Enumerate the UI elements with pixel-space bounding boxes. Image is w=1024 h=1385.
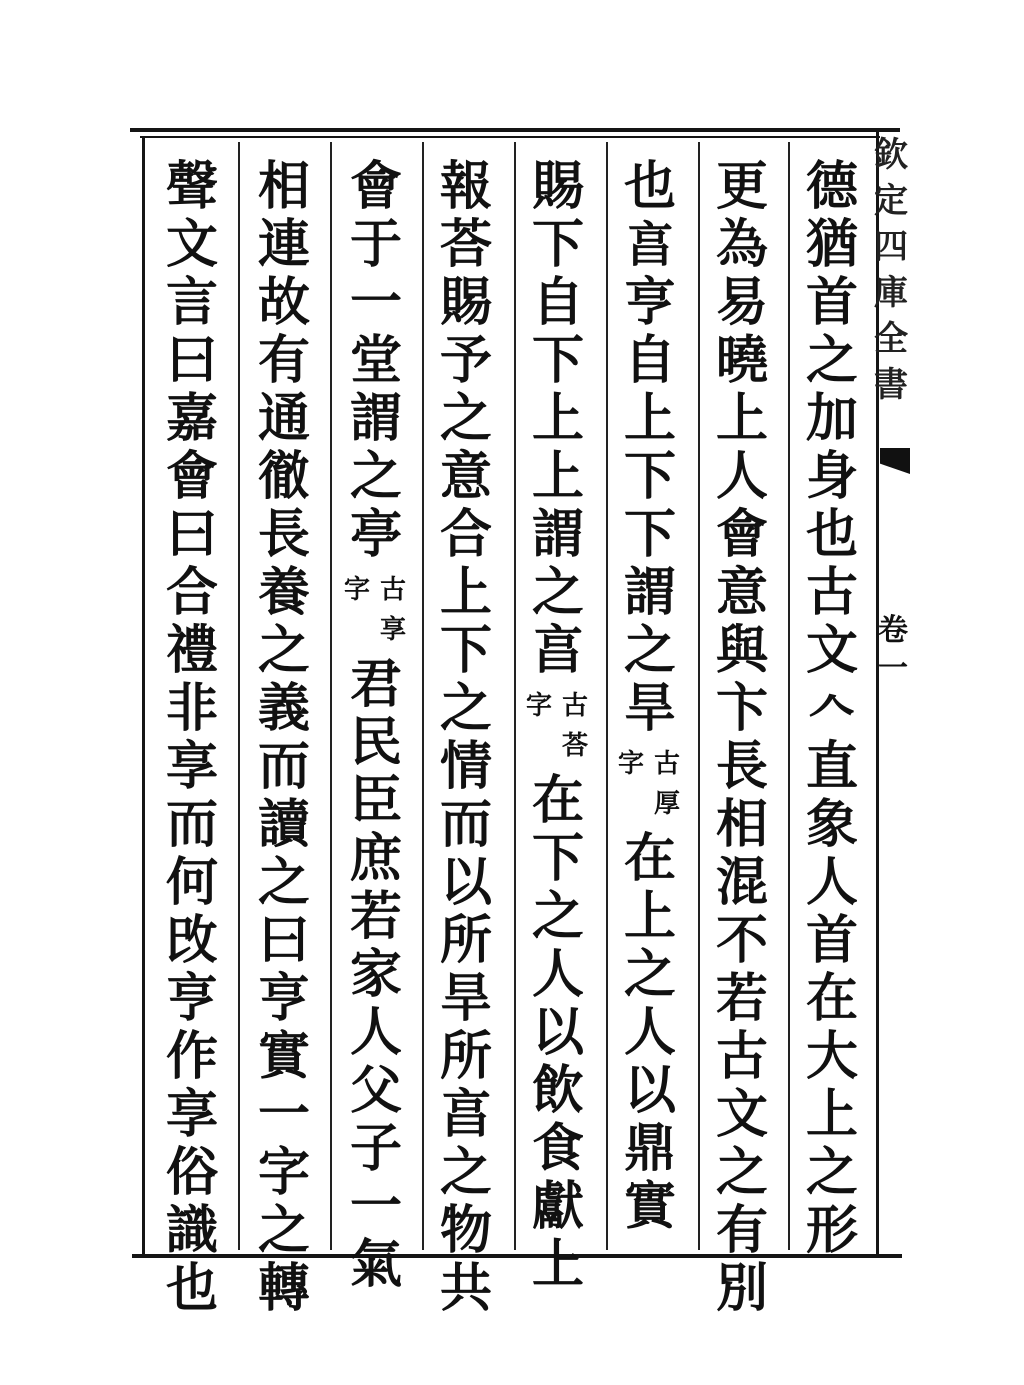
note-char: 享	[379, 615, 406, 645]
text-char: 之	[257, 1200, 310, 1261]
text-char: 以	[439, 852, 492, 913]
interlinear-note	[342, 570, 408, 650]
text-char: 形	[805, 1200, 858, 1261]
margin-title-char: 定	[874, 181, 908, 221]
text-char: 飲	[531, 1060, 584, 1121]
seal-script-glyph: 𠆢	[807, 681, 856, 737]
text-char: 會	[715, 504, 768, 565]
column-divider	[238, 142, 240, 1250]
text-char: 食	[531, 1118, 584, 1179]
text-char: 人	[805, 852, 858, 913]
column-divider	[330, 142, 332, 1250]
text-char: 直	[805, 736, 858, 797]
note-char: 古	[653, 749, 680, 779]
text-char: 作	[165, 1026, 218, 1087]
text-char: 猶	[805, 214, 858, 275]
text-char: 人	[715, 446, 768, 507]
text-char: 之	[257, 620, 310, 681]
text-char: 鼎	[623, 1118, 676, 1179]
text-char: 亨	[623, 272, 676, 333]
text-column-5	[428, 156, 504, 1319]
text-char: 子	[349, 1118, 402, 1179]
text-column-7	[246, 156, 322, 1319]
text-char: 上	[715, 388, 768, 449]
text-char: 之	[623, 944, 676, 1005]
text-char: 旱	[623, 678, 676, 739]
text-char: 首	[805, 910, 858, 971]
text-char: 易	[715, 272, 768, 333]
text-char: 也	[165, 1258, 218, 1319]
text-char: 相	[715, 794, 768, 855]
text-char: 下	[439, 620, 492, 681]
text-char: 言	[165, 272, 218, 333]
text-char: 堂	[349, 330, 402, 391]
text-char: 自	[531, 272, 584, 333]
text-char: 俗	[165, 1142, 218, 1203]
text-char: 而	[257, 736, 310, 797]
text-char: 聲	[165, 156, 218, 217]
text-char: 荅	[439, 214, 492, 275]
margin-title-char: 四	[874, 227, 908, 267]
text-char: 家	[349, 944, 402, 1005]
text-char: 之	[531, 886, 584, 947]
text-char: 別	[715, 1258, 768, 1319]
margin-title-char: 書	[874, 365, 908, 405]
text-char: 所	[439, 1026, 492, 1087]
text-char: 予	[439, 330, 492, 391]
text-char: 之	[805, 330, 858, 391]
text-char: 在	[623, 828, 676, 889]
column-divider	[788, 142, 790, 1250]
text-char: 曉	[715, 330, 768, 391]
text-char: 會	[165, 446, 218, 507]
text-char: 為	[715, 214, 768, 275]
text-char: 意	[715, 562, 768, 623]
text-char: 一	[349, 272, 402, 333]
margin-volume-char: 一	[878, 651, 908, 686]
note-char: 荅	[561, 731, 588, 761]
text-char: 讀	[257, 794, 310, 855]
text-char: 也	[623, 156, 676, 217]
text-char: 卞	[715, 678, 768, 739]
note-char: 古	[561, 691, 588, 721]
text-char: 文	[715, 1084, 768, 1145]
note-line	[616, 744, 646, 824]
text-char: 氣	[349, 1234, 402, 1295]
text-char: 君	[349, 654, 402, 715]
text-column-3	[612, 158, 688, 1258]
text-column-2	[704, 156, 780, 1319]
top-border-rule	[130, 128, 900, 132]
text-char: 旱	[439, 968, 492, 1029]
margin-book-title	[876, 132, 906, 408]
text-char: 實	[257, 1026, 310, 1087]
text-char: 賜	[531, 156, 584, 217]
margin-title-char: 欽	[874, 135, 908, 175]
text-char: 亯	[531, 620, 584, 681]
text-char: 亭	[349, 504, 402, 565]
text-char: 曰	[257, 910, 310, 971]
text-char: 情	[439, 736, 492, 797]
text-char: 民	[349, 712, 402, 773]
text-char: 下	[531, 828, 584, 889]
text-char: 文	[805, 620, 858, 681]
text-char: 意	[439, 446, 492, 507]
note-line	[524, 686, 554, 766]
text-char: 曰	[165, 504, 218, 565]
text-char: 人	[531, 944, 584, 1005]
text-char: 一	[257, 1084, 310, 1145]
note-char: 字	[525, 691, 552, 721]
text-char: 上	[531, 388, 584, 449]
text-char: 謂	[531, 504, 584, 565]
text-char: 所	[439, 910, 492, 971]
text-char: 以	[623, 1060, 676, 1121]
note-line	[378, 570, 408, 650]
text-char: 物	[439, 1200, 492, 1261]
text-char: 之	[349, 446, 402, 507]
text-char: 臣	[349, 770, 402, 831]
text-char: 之	[439, 1142, 492, 1203]
text-char: 與	[715, 620, 768, 681]
text-char: 上	[531, 1234, 584, 1295]
note-char: 厚	[653, 789, 680, 819]
note-char: 古	[379, 575, 406, 605]
column-divider	[422, 142, 424, 1250]
text-char: 相	[257, 156, 310, 217]
text-char: 上	[805, 1084, 858, 1145]
text-char: 故	[257, 272, 310, 333]
text-char: 字	[257, 1142, 310, 1203]
text-char: 也	[805, 504, 858, 565]
text-char: 識	[165, 1200, 218, 1261]
text-char: 轉	[257, 1258, 310, 1319]
text-char: 文	[165, 214, 218, 275]
text-char: 自	[623, 330, 676, 391]
text-char: 下	[531, 330, 584, 391]
column-divider	[514, 142, 516, 1250]
text-char: 上	[623, 388, 676, 449]
column-divider	[698, 142, 700, 1250]
margin-title-char: 全	[874, 319, 908, 359]
text-char: 義	[257, 678, 310, 739]
text-char: 嘉	[165, 388, 218, 449]
interlinear-note	[616, 744, 682, 824]
note-line	[342, 570, 372, 650]
text-char: 之	[715, 1142, 768, 1203]
text-char: 有	[257, 330, 310, 391]
text-char: 非	[165, 678, 218, 739]
text-char: 長	[257, 504, 310, 565]
text-char: 合	[439, 504, 492, 565]
text-char: 若	[715, 968, 768, 1029]
text-char: 而	[439, 794, 492, 855]
text-char: 人	[623, 1002, 676, 1063]
text-char: 有	[715, 1200, 768, 1261]
text-char: 若	[349, 886, 402, 947]
left-border-rule	[142, 136, 145, 1256]
text-char: 之	[805, 1142, 858, 1203]
text-char: 以	[531, 1002, 584, 1063]
top-inner-rule	[140, 136, 880, 138]
text-char: 人	[349, 1002, 402, 1063]
text-char: 父	[349, 1060, 402, 1121]
text-char: 享	[165, 1084, 218, 1145]
margin-volume-char: 卷	[878, 613, 908, 648]
text-char: 更	[715, 156, 768, 217]
margin-title-char: 庫	[874, 273, 908, 313]
text-char: 于	[349, 214, 402, 275]
text-char: 混	[715, 852, 768, 913]
text-char: 之	[531, 562, 584, 623]
text-char: 庶	[349, 828, 402, 889]
text-char: 攺	[165, 910, 218, 971]
text-char: 亨	[165, 968, 218, 1029]
note-char: 字	[617, 749, 644, 779]
text-char: 長	[715, 736, 768, 797]
text-char: 古	[715, 1026, 768, 1087]
text-char: 謂	[349, 388, 402, 449]
text-char: 曰	[165, 330, 218, 391]
text-char: 下	[623, 504, 676, 565]
text-column-1	[794, 156, 870, 1261]
margin-volume-label	[878, 612, 908, 688]
text-char: 合	[165, 562, 218, 623]
note-char: 字	[343, 575, 370, 605]
note-line	[560, 686, 590, 766]
text-char: 首	[805, 272, 858, 333]
text-char: 徹	[257, 446, 310, 507]
text-char: 會	[349, 156, 402, 217]
text-char: 亨	[257, 968, 310, 1029]
text-char: 大	[805, 1026, 858, 1087]
text-char: 下	[623, 446, 676, 507]
text-char: 連	[257, 214, 310, 275]
text-column-4	[520, 156, 596, 1295]
text-char: 禮	[165, 620, 218, 681]
text-char: 謂	[623, 562, 676, 623]
text-char: 實	[623, 1176, 676, 1237]
text-char: 報	[439, 156, 492, 217]
text-column-6	[338, 156, 414, 1295]
text-char: 之	[623, 620, 676, 681]
text-column-8	[154, 156, 230, 1319]
interlinear-note	[524, 686, 590, 766]
text-char: 上	[623, 886, 676, 947]
text-char: 享	[165, 736, 218, 797]
seal-script-glyph: 亯	[625, 217, 674, 273]
text-char: 亯	[439, 1084, 492, 1145]
text-char: 古	[805, 562, 858, 623]
text-char: 一	[349, 1176, 402, 1237]
text-char: 共	[439, 1258, 492, 1319]
text-char: 加	[805, 388, 858, 449]
text-char: 在	[531, 770, 584, 831]
fish-tail-mark	[880, 448, 910, 474]
text-char: 下	[531, 214, 584, 275]
text-char: 象	[805, 794, 858, 855]
text-char: 身	[805, 446, 858, 507]
text-char: 德	[805, 156, 858, 217]
text-char: 在	[805, 968, 858, 1029]
text-char: 何	[165, 852, 218, 913]
text-char: 不	[715, 910, 768, 971]
text-char: 之	[439, 388, 492, 449]
text-char: 之	[257, 852, 310, 913]
text-char: 而	[165, 794, 218, 855]
text-char: 通	[257, 388, 310, 449]
text-char: 賜	[439, 272, 492, 333]
text-char: 上	[439, 562, 492, 623]
text-char: 上	[531, 446, 584, 507]
column-divider	[606, 142, 608, 1250]
note-line	[652, 744, 682, 824]
text-char: 之	[439, 678, 492, 739]
text-char: 獻	[531, 1176, 584, 1237]
text-char: 養	[257, 562, 310, 623]
